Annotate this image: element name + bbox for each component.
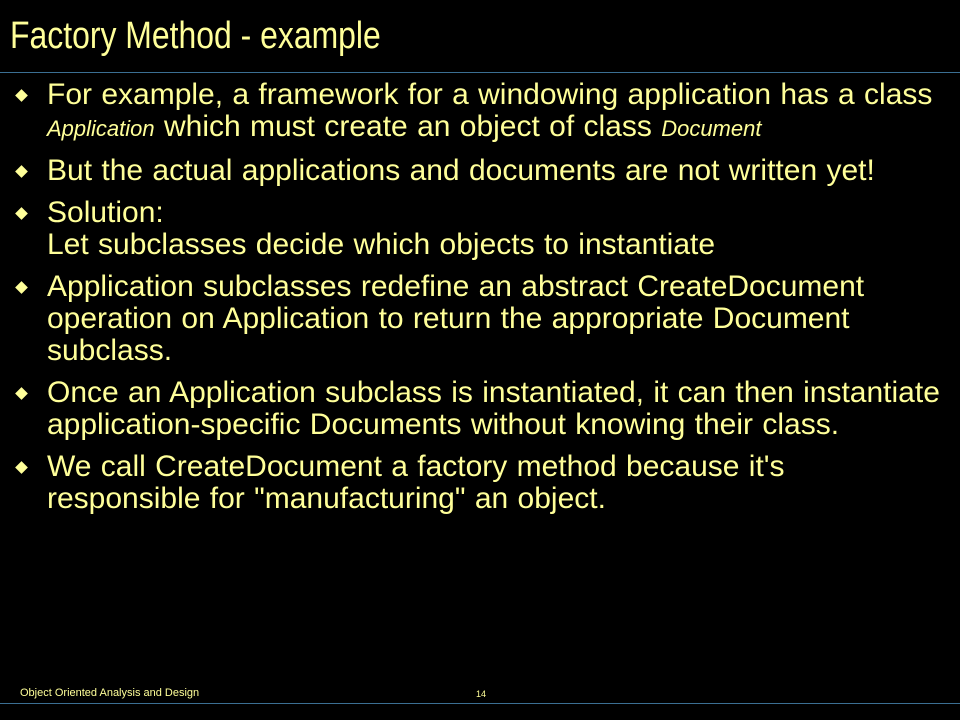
bullet-text: Let subclasses decide which objects to instantiate [47, 228, 716, 261]
bullet-item [14, 377, 944, 441]
bullet-text: But the actual applications and documents are not written yet! [47, 154, 875, 187]
slide-title: Factory Method - example [10, 15, 381, 57]
page-number: 14 [476, 689, 487, 699]
diamond-bullet-icon [15, 89, 28, 102]
bullet-text: Solution: [47, 196, 164, 229]
bullet-text: For example, a framework for a windowing application has a class [47, 78, 933, 111]
diamond-bullet-icon [15, 165, 28, 178]
diamond-bullet-icon [15, 461, 28, 474]
bullet-item [14, 271, 944, 367]
bullet-text: Once an Application subclass is instantiated, it can then instantiate application-specific Documents without knowing their class. [47, 376, 940, 441]
class-name-text: Application [47, 116, 155, 141]
bullet-item [14, 79, 944, 145]
bullet-text: Application subclasses redefine an abstract CreateDocument operation on Application to return the appropriate Document subclass. [47, 270, 865, 367]
footer-course-name: Object Oriented Analysis and Design [20, 687, 200, 699]
bullet-item [14, 197, 944, 261]
bullet-text: We call CreateDocument a factory method because it's responsible for "manufacturing" an object. [47, 450, 785, 515]
bullet-text: which must create an object of class [154, 110, 662, 143]
diamond-bullet-icon [15, 387, 28, 400]
title-divider [0, 72, 960, 73]
diamond-bullet-icon [15, 207, 28, 220]
class-name-text: Document [661, 116, 762, 141]
footer-divider [0, 703, 960, 704]
diamond-bullet-icon [15, 281, 28, 294]
bullet-list [14, 79, 944, 525]
bullet-item [14, 155, 944, 187]
bullet-item [14, 451, 944, 515]
